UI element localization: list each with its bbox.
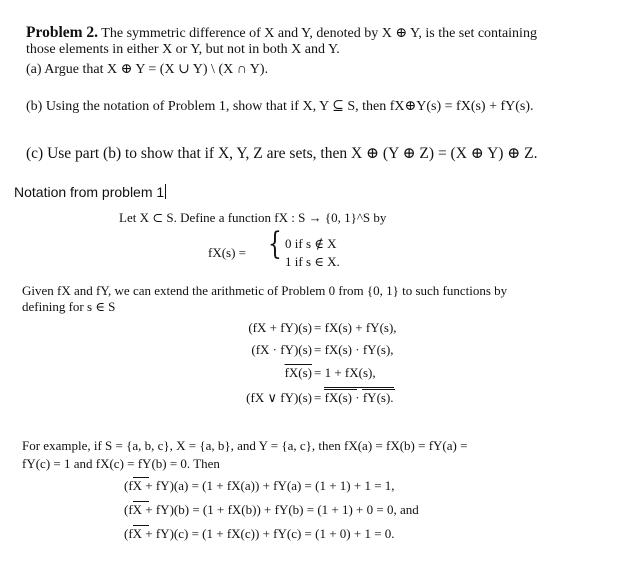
eq4-overline-right bbox=[362, 389, 395, 390]
part-a: (a) Argue that X ⊕ Y = (X ∪ Y) \ (X ∩ Y). bbox=[26, 62, 269, 77]
case-2: 1 if s ∈ X. bbox=[285, 254, 340, 269]
example-line2: fY(c) = 1 and fX(c) = fY(b) = 0. Then bbox=[22, 456, 220, 471]
part-b: (b) Using the notation of Problem 1, show that if X, Y ⊆ S, then fX⊕Y(s) = fX(s) + fY(s). bbox=[26, 99, 534, 114]
problem-intro-line2: those elements in either X or Y, but not in both X and Y. bbox=[26, 42, 340, 57]
eq2-rhs: = fX(s) · fY(s), bbox=[314, 342, 394, 357]
problem-intro-text: The symmetric difference of X and Y, denoted by X ⊕ Y, is the set containing bbox=[101, 26, 537, 41]
eq1-rhs: = fX(s) + fY(s), bbox=[314, 320, 397, 335]
example-eq1: (fX + fY)(a) = (1 + fX(a)) + fY(a) = (1 + 1) + 1 = 1, bbox=[124, 478, 395, 493]
fx-lhs: fX(s) = bbox=[208, 245, 247, 260]
problem-heading: Problem 2. bbox=[26, 24, 99, 41]
eq3-lhs: fX(s) bbox=[284, 365, 312, 380]
note-label-row bbox=[14, 184, 166, 200]
given-line2: defining for s ∈ S bbox=[22, 299, 116, 314]
example-line1: For example, if S = {a, b, c}, X = {a, b}, and Y = {a, c}, then fX(a) = fX(b) = fY(a) = bbox=[22, 438, 468, 453]
text-cursor bbox=[165, 184, 166, 199]
note-label: Notation from problem 1 bbox=[14, 184, 165, 200]
eq4-overline-outer bbox=[324, 387, 394, 388]
eq3-rhs: = 1 + fX(s), bbox=[314, 365, 376, 380]
given-line1: Given fX and fY, we can extend the arithmetic of Problem 0 from {0, 1} to such functions by bbox=[22, 283, 508, 298]
example-eq3-overline bbox=[133, 525, 149, 526]
example-eq2-overline bbox=[133, 501, 149, 502]
eq2-lhs: (fX · fY)(s) bbox=[251, 342, 312, 357]
example-eq1-overline bbox=[133, 477, 149, 478]
eq4-rhs: = fX(s) · fY(s). bbox=[314, 390, 394, 405]
eq4-overline-left bbox=[324, 389, 357, 390]
case-brace: { bbox=[268, 226, 282, 262]
define-line: Let X ⊂ S. Define a function fX : S → {0, 1}^S by bbox=[119, 210, 387, 225]
problem-intro-line1 bbox=[26, 24, 537, 42]
eq4-lhs: (fX ∨ fY)(s) bbox=[246, 390, 312, 405]
example-eq3: (fX + fY)(c) = (1 + fX(c)) + fY(c) = (1 + 0) + 1 = 0. bbox=[124, 526, 395, 541]
case-1: 0 if s ∉ X bbox=[285, 236, 337, 251]
example-eq2: (fX + fY)(b) = (1 + fX(b)) + fY(b) = (1 + 1) + 0 = 0, and bbox=[124, 502, 419, 517]
part-c: (c) Use part (b) to show that if X, Y, Z are sets, then X ⊕ (Y ⊕ Z) = (X ⊕ Y) ⊕ Z. bbox=[26, 145, 538, 162]
eq1-lhs: (fX + fY)(s) bbox=[248, 320, 312, 335]
